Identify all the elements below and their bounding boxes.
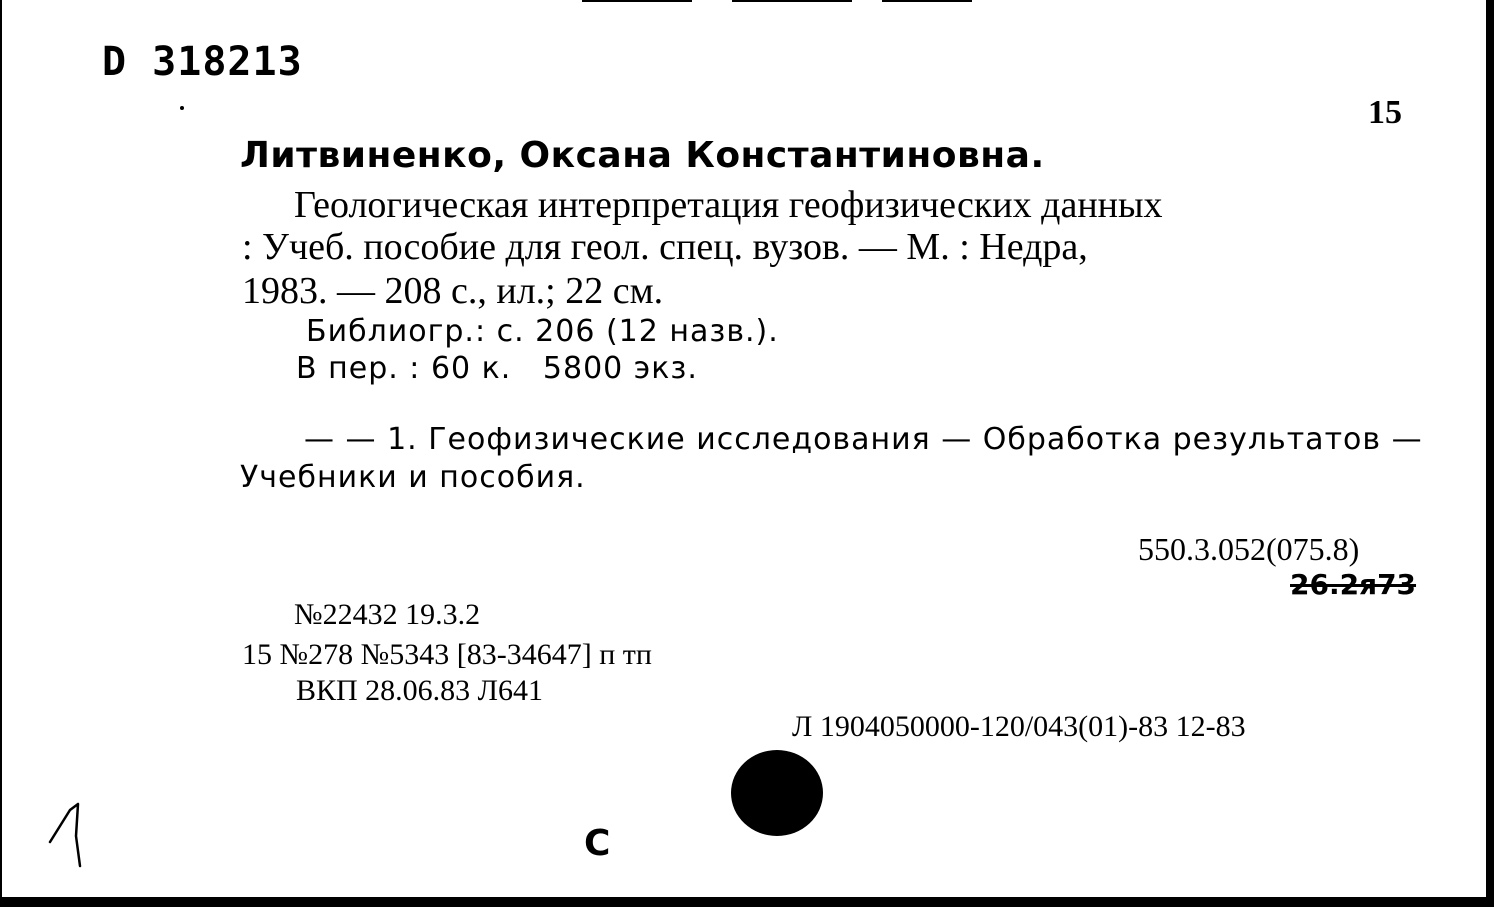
registration-line: ВКП 28.06.83 Л641 (296, 674, 544, 707)
author-heading: Литвиненко, Оксана Константиновна. (240, 135, 1045, 176)
title-line: Геологическая интерпретация геофизических данных (294, 184, 1163, 226)
registration-line: 15 №278 №5343 [83-34647] п тп (242, 638, 652, 671)
punch-hole (731, 750, 823, 836)
ink-dot (180, 106, 184, 110)
registration-line: №22432 19.3.2 (294, 598, 481, 631)
subject-heading-line: — — 1. Геофизические исследования — Обработка результатов — (304, 422, 1423, 457)
price-and-print-run: В пер. : 60 к. 5800 экз. (296, 351, 698, 386)
call-number: D 318213 (102, 39, 303, 85)
catalog-code: Л 1904050000-120/043(01)-83 12-83 (792, 710, 1246, 743)
handwritten-mark (46, 796, 106, 868)
udc-classification: 550.3.052(075.8) (1138, 531, 1360, 567)
bibliography-note: Библиогр.: с. 206 (12 назв.). (306, 314, 779, 349)
title-line: 1983. — 208 с., ил.; 22 см. (242, 270, 664, 312)
page-count-top: 15 (1368, 94, 1402, 131)
stamp-letter: С (584, 823, 611, 864)
subject-heading-line: Учебники и пособия. (240, 460, 586, 495)
catalog-card (2, 0, 1486, 897)
bbk-classification: 26.2я73 (1290, 568, 1417, 601)
title-line: : Учеб. пособие для геол. спец. вузов. — М. : Недра, (242, 226, 1088, 268)
top-edge-marks (582, 0, 982, 2)
